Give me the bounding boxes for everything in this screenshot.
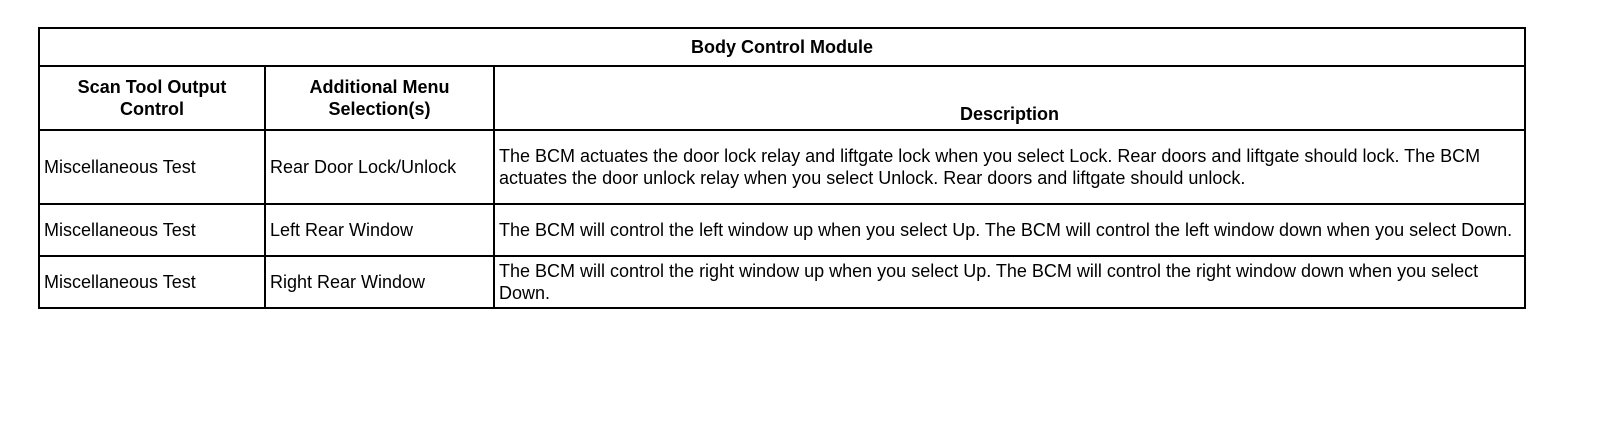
cell-menu-selection: Left Rear Window — [265, 204, 494, 256]
cell-menu-selection: Right Rear Window — [265, 256, 494, 308]
header-description: Description — [494, 66, 1525, 130]
table-row — [39, 204, 1525, 256]
cell-description: The BCM actuates the door lock relay and liftgate lock when you select Lock. Rear doors and liftgate should lock. The BCM actuates the door unlock relay when you select Unlock. Rear doors and liftgate should unlock. — [494, 130, 1525, 204]
header-additional-menu-selections: Additional Menu Selection(s) — [265, 66, 494, 130]
table-header-row — [39, 66, 1525, 130]
table-title: Body Control Module — [39, 28, 1525, 66]
table-title-row — [39, 28, 1525, 66]
cell-description: The BCM will control the left window up when you select Up. The BCM will control the left window down when you select Down. — [494, 204, 1525, 256]
cell-menu-selection: Rear Door Lock/Unlock — [265, 130, 494, 204]
body-control-module-table — [38, 27, 1526, 309]
table-row — [39, 130, 1525, 204]
cell-output-control: Miscellaneous Test — [39, 204, 265, 256]
table-row — [39, 256, 1525, 308]
header-scan-tool-output-control: Scan Tool Output Control — [39, 66, 265, 130]
cell-output-control: Miscellaneous Test — [39, 256, 265, 308]
cell-output-control: Miscellaneous Test — [39, 130, 265, 204]
cell-description: The BCM will control the right window up when you select Up. The BCM will control the right window down when you select Down. — [494, 256, 1525, 308]
